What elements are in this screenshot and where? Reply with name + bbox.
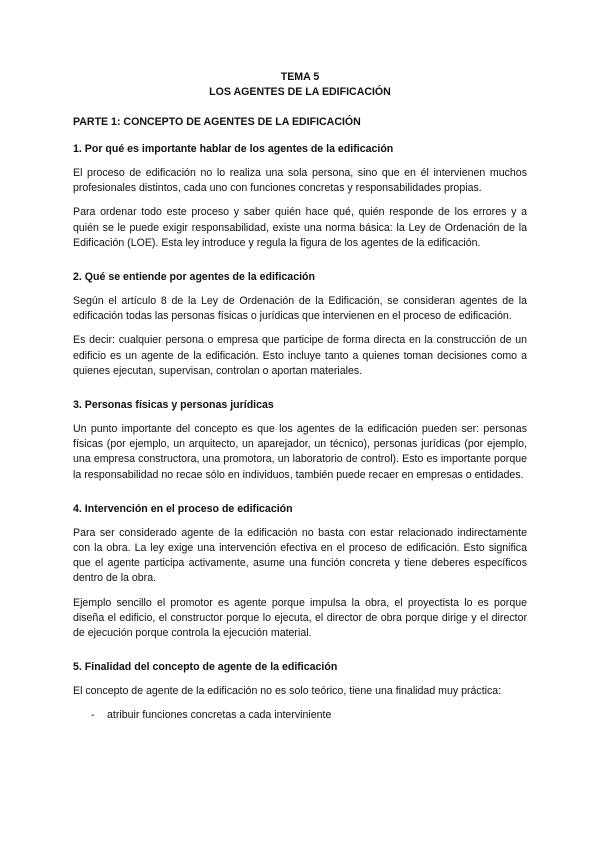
section-2	[73, 270, 527, 379]
paragraph: El concepto de agente de la edificación no es solo teórico, tiene una finalidad muy práctica:	[73, 685, 502, 698]
paragraph: Según el artículo 8 de la Ley de Ordenación de la Edificación, se consideran agentes de la edificación todas las personas físicas o jurídicas que intervienen en el proceso de edificación.	[73, 295, 527, 323]
section-5	[73, 660, 527, 723]
list-item-text: atribuir funciones concretas a cada interviniente	[107, 709, 332, 722]
section-heading: 1. Por qué es importante hablar de los agentes de la edificación	[73, 143, 394, 155]
list-item	[73, 708, 527, 723]
paragraph: Es decir: cualquier persona o empresa que participe de forma directa en la construcción de un edificio es un agente de la edificación. Esto incluye tanto a quienes toman decisiones como a quienes ejecutan, supervisan, controlan o aportan materiales.	[73, 334, 527, 377]
paragraph: Para ser considerado agente de la edificación no basta con estar relacionado indirectamente con la obra. La ley exige una intervención efectiva en el proceso de edificación. Esto significa que el agente participa activamente, asume una función concreta y tiene deberes específicos dentro de la obra.	[73, 526, 527, 585]
section-4	[73, 502, 527, 641]
section-heading: 4. Intervención en el proceso de edificación	[73, 502, 293, 515]
document-title	[73, 70, 527, 100]
topic-title: LOS AGENTES DE LA EDIFICACIÓN	[209, 86, 391, 98]
paragraph: El proceso de edificación no lo realiza una sola persona, sino que en él intervienen muchos profesionales distintos, cada uno con funciones concretas y responsabilidades propias.	[73, 167, 527, 195]
bullet-list	[73, 708, 527, 723]
dash-bullet: -	[91, 709, 95, 722]
section-heading: 3. Personas físicas y personas jurídicas	[73, 399, 274, 412]
part-heading: PARTE 1: CONCEPTO DE AGENTES DE LA EDIFICACIÓN	[73, 116, 361, 128]
paragraph: Un punto importante del concepto es que los agentes de la edificación pueden ser: personas físicas (por ejemplo, un arquitecto, un aparejador, un técnico), personas jurídicas (por ejemplo, una empresa constructora, una promotora, un laboratorio de control). Esto es importante porque la responsabilidad no recae sólo en individuos, también puede recaer en empresas o entidades.	[73, 423, 527, 481]
section-heading: 2. Qué se entiende por agentes de la edificación	[73, 271, 315, 284]
section-3	[73, 398, 527, 483]
paragraph: Para ordenar todo este proceso y saber quién hace qué, quién responde de los errores y a quién se le puede exigir responsabilidad, existe una norma básica: la Ley de Ordenación de la Edificación (LOE). Esta ley introduce y regula la figura de los agentes de la edificación.	[73, 206, 527, 249]
section-1	[73, 142, 527, 251]
topic-number: TEMA 5	[280, 71, 320, 83]
section-heading: 5. Finalidad del concepto de agente de la edificación	[73, 661, 338, 674]
paragraph: Ejemplo sencillo el promotor es agente porque impulsa la obra, el proyectista lo es porque diseña el edificio, el constructor porque lo ejecuta, el director de obra porque dirige y el director de ejecución porque controla la ejecución material.	[73, 596, 527, 640]
